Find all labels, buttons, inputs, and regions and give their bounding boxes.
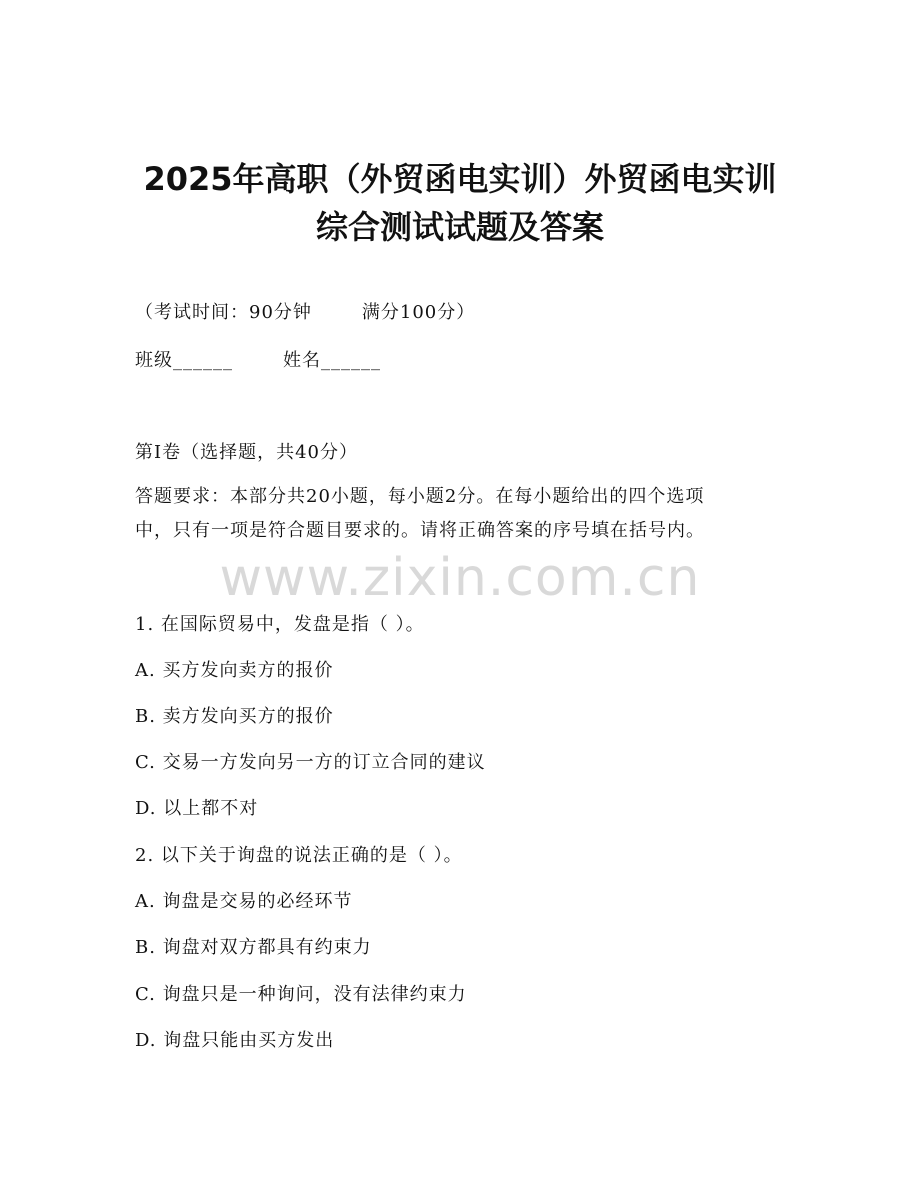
- question-2-stem: 2. 以下关于询盘的说法正确的是（ ）。: [135, 845, 463, 866]
- question-2-option-a: A. 询盘是交易的必经环节: [135, 891, 353, 912]
- question-2-option-d: D. 询盘只能由买方发出: [135, 1030, 335, 1051]
- instructions-line-1: 答题要求：本部分共20小题，每小题2分。在每小题给出的四个选项: [135, 486, 705, 507]
- question-2-option-b: B. 询盘对双方都具有约束力: [135, 937, 372, 958]
- student-info: [135, 348, 381, 374]
- class-field-label: 班级______: [135, 350, 233, 371]
- exam-info: [135, 300, 475, 326]
- document-title-line-2: 综合测试试题及答案: [315, 208, 604, 246]
- question-1-stem: 1. 在国际贸易中，发盘是指（ ）。: [135, 614, 425, 635]
- section-title: 第Ⅰ卷（选择题，共40分）: [135, 442, 359, 463]
- document-title-line-1: 2025年高职（外贸函电实训）外贸函电实训: [143, 160, 777, 198]
- question-2-option-c: C. 询盘只是一种询问，没有法律约束力: [135, 984, 467, 1005]
- question-1-option-a: A. 买方发向卖方的报价: [135, 660, 334, 681]
- question-1-option-d: D. 以上都不对: [135, 798, 259, 819]
- watermark: www.zixin.com.cn: [219, 548, 701, 608]
- exam-full-score: 满分100分）: [361, 302, 476, 323]
- name-field-label: 姓名______: [283, 350, 381, 371]
- question-1-option-b: B. 卖方发向买方的报价: [135, 706, 334, 727]
- exam-time: （考试时间：90分钟: [135, 302, 312, 323]
- question-1-option-c: C. 交易一方发向另一方的订立合同的建议: [135, 752, 486, 773]
- instructions-line-2: 中，只有一项是符合题目要求的。请将正确答案的序号填在括号内。: [135, 520, 705, 541]
